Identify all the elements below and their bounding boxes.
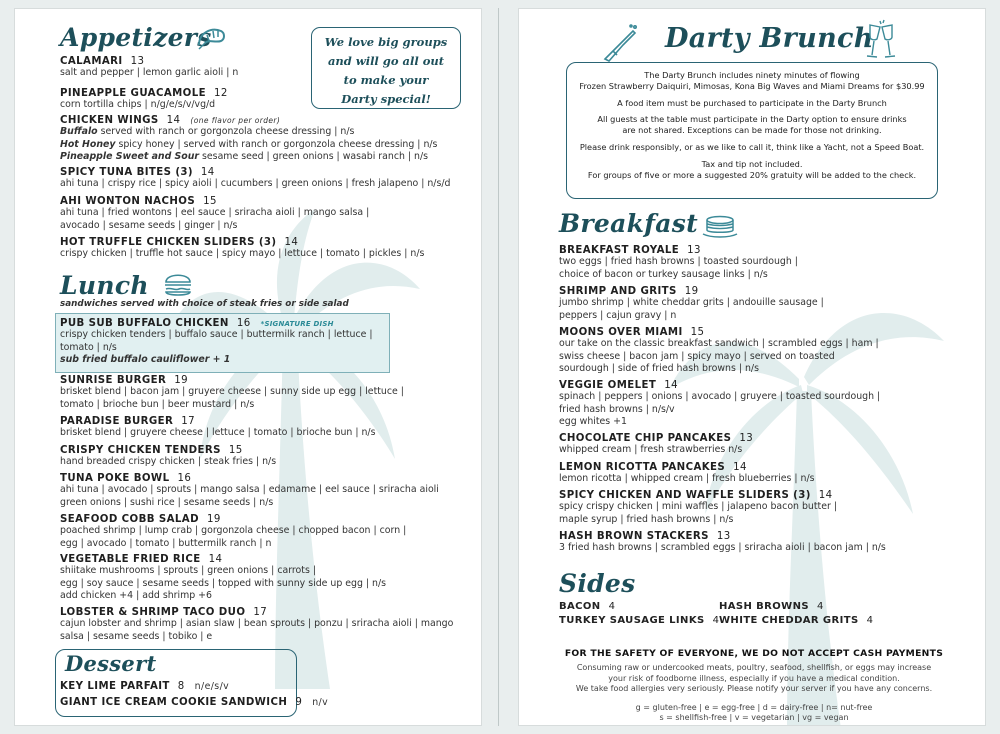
lunch-subtitle-row <box>60 298 480 311</box>
menu-item <box>60 445 480 469</box>
item-price: 8 <box>177 681 185 692</box>
item-description: choice of bacon or turkey sausage links | n/s <box>559 268 768 280</box>
item-description: ahi tuna | crispy rice | spicy aioli | cucumbers | green onions | fresh jalapeno | n/s/d <box>60 178 451 189</box>
item-name: CHOCOLATE CHIP PANCAKES <box>559 433 732 444</box>
item-description: swiss cheese | bacon jam | spicy mayo | served on toasted <box>559 350 835 362</box>
item-description: crispy chicken | truffle hot sauce | spicy mayo | lettuce | tomato | pickles | n/s <box>60 248 425 259</box>
item-addon: egg whites +1 <box>559 416 627 427</box>
side-item <box>719 615 873 626</box>
item-description: salsa | sesame seeds | tobiko | e <box>60 630 213 642</box>
info-line: All guests at the table must participate in the Darty option to ensure drinks <box>597 114 907 125</box>
info-paragraph <box>567 114 937 136</box>
side-item <box>559 615 719 626</box>
item-name: VEGGIE OMELET <box>559 380 657 391</box>
info-paragraph <box>567 142 937 153</box>
cash-notice: FOR THE SAFETY OF EVERYONE, WE DO NOT ACCEPT CASH PAYMENTS <box>564 648 944 659</box>
item-price: 15 <box>690 327 705 338</box>
item-name: GIANT ICE CREAM COOKIE SANDWICH <box>60 697 288 708</box>
item-description: our take on the classic breakfast sandwich | scrambled eggs | ham | <box>559 338 879 349</box>
flavor-description: served with ranch or gorgonzola cheese dressing | n/s <box>97 126 355 137</box>
item-name: SHRIMP AND GRITS <box>559 286 677 297</box>
shrimp-icon <box>195 25 227 53</box>
menu-item <box>60 115 480 164</box>
menu-item <box>60 56 480 80</box>
item-description: egg | avocado | tomato | buttermilk ranch | n <box>60 537 272 549</box>
item-price: 19 <box>206 514 221 525</box>
item-description: cajun lobster and shrimp | asian slaw | bean sprouts | ponzu | sriracha aioli | mango <box>60 618 454 629</box>
item-price: 14 <box>166 115 181 126</box>
item-price: 13 <box>739 433 754 444</box>
breakfast-heading: Breakfast <box>559 209 699 238</box>
item-description: hand breaded crispy chicken | steak fries | n/s <box>60 456 277 467</box>
champagne-glasses-icon <box>864 19 898 63</box>
item-description: jumbo shrimp | white cheddar grits | andouille sausage | <box>559 297 824 308</box>
item-name: HASH BROWNS <box>719 601 809 612</box>
champagne-bottle-icon <box>599 23 639 63</box>
callout-line: We love big groups <box>324 35 448 49</box>
item-name: HOT TRUFFLE CHICKEN SLIDERS (3) <box>60 237 277 248</box>
item-name: CRISPY CHICKEN TENDERS <box>60 445 221 456</box>
menu-item <box>60 237 480 261</box>
item-price: 4 <box>817 601 824 612</box>
item-name: LOBSTER & SHRIMP TACO DUO <box>60 607 246 618</box>
item-name: SUNRISE BURGER <box>60 375 167 386</box>
item-name: CALAMARI <box>60 56 123 67</box>
menu-item <box>60 554 480 603</box>
item-description: egg | soy sauce | sesame seeds | topped with sunny side up egg | n/s <box>60 577 387 589</box>
item-name: KEY LIME PARFAIT <box>60 681 170 692</box>
item-price: 4 <box>866 615 874 626</box>
menu-footer <box>549 649 959 723</box>
item-name: SPICY TUNA BITES (3) <box>60 167 193 178</box>
info-line: For groups of five or more a suggested 20% gratuity will be added to the check. <box>587 169 917 180</box>
callout-line: to make your <box>343 73 429 87</box>
item-description: avocado | sesame seeds | ginger | n/s <box>60 219 238 231</box>
info-line: Frozen Strawberry Daiquiri, Mimosas, Kona Big Waves and Miami Dreams for $30.99 <box>579 80 925 91</box>
menu-item <box>60 697 480 710</box>
item-addon: add chicken +4 | add shrimp +6 <box>60 590 212 601</box>
item-price: 13 <box>687 245 701 256</box>
side-item <box>559 601 615 612</box>
signature-tag: *SIGNATURE DISH <box>260 320 334 328</box>
item-description: maple syrup | fried hash browns | n/s <box>559 513 734 525</box>
menu-item <box>60 514 480 550</box>
item-name: LEMON RICOTTA PANCAKES <box>559 462 726 473</box>
item-name: TUNA POKE BOWL <box>60 473 170 484</box>
item-addon: sub fried buffalo cauliflower + 1 <box>60 354 231 365</box>
appetizers-heading: Appetizers <box>60 23 212 52</box>
item-name: SEAFOOD COBB SALAD <box>60 514 199 525</box>
item-price: 13 <box>130 56 145 67</box>
item-price: 13 <box>716 531 731 542</box>
item-price: 12 <box>213 88 228 99</box>
side-item <box>719 601 824 612</box>
menu-item <box>60 681 480 694</box>
item-description: 3 fried hash browns | scrambled eggs | sriracha aioli | bacon jam | n/s <box>559 542 886 553</box>
item-description: poached shrimp | lump crab | gorgonzola cheese | chopped bacon | corn | <box>60 525 407 536</box>
item-description: peppers | cajun gravy | n <box>559 309 677 321</box>
item-price: 4 <box>608 601 616 612</box>
dessert-heading: Dessert <box>65 651 157 676</box>
brunch-info-box <box>566 62 938 199</box>
info-line: are not shared. Exceptions can be made for those not drinking. <box>622 125 882 136</box>
flavor-name: Hot Honey <box>60 138 116 150</box>
info-paragraph <box>567 70 937 92</box>
menu-item <box>60 167 480 191</box>
item-name: HASH BROWN STACKERS <box>559 531 709 542</box>
item-description: crispy chicken tenders | buffalo sauce | buttermilk ranch | lettuce | <box>60 329 373 340</box>
item-price: 15 <box>203 196 217 207</box>
item-description: two eggs | fried hash browns | toasted sourdough | <box>559 256 798 267</box>
advisory-line: Consuming raw or undercooked meats, poultry, seafood, shellfish, or eggs may increase <box>576 663 932 673</box>
menu-item <box>60 416 480 440</box>
item-name: VEGETABLE FRIED RICE <box>60 554 201 565</box>
menu-item <box>559 433 979 457</box>
item-description: green onions | sushi rice | sesame seeds | n/s <box>60 496 274 508</box>
menu-item <box>559 462 979 486</box>
item-name: PARADISE BURGER <box>60 416 174 427</box>
advisory-line: your risk of foodborne illness, especially if you have a medical condition. <box>608 673 900 683</box>
legend-line: s = shellfish-free | v = vegetarian | vg = vegan <box>659 713 849 723</box>
menu-item <box>60 607 480 643</box>
item-name: MOONS OVER MIAMI <box>559 327 683 338</box>
menu-item-signature <box>60 318 480 367</box>
item-price: 14 <box>733 462 747 473</box>
item-price: 19 <box>174 375 189 386</box>
advisory-line: We take food allergies very seriously. Please notify your server if you have any concerns. <box>575 684 933 694</box>
item-description: ahi tuna | fried wontons | eel sauce | sriracha aioli | mango salsa | <box>60 207 370 218</box>
lunch-heading: Lunch <box>60 271 149 300</box>
item-name: SPICY CHICKEN AND WAFFLE SLIDERS (3) <box>559 490 811 501</box>
item-note: (one flavor per order) <box>190 116 281 125</box>
menu-item <box>559 531 979 555</box>
item-description: brisket blend | gruyere cheese | lettuce | tomato | brioche bun | n/s <box>60 427 376 438</box>
info-line: Tax and tip not included. <box>701 158 803 169</box>
info-paragraph <box>567 98 937 109</box>
item-price: 9 <box>295 697 303 708</box>
item-price: 19 <box>684 286 699 297</box>
item-price: 16 <box>236 318 251 329</box>
flavor-description: sesame seed | green onions | wasabi ranch | n/s <box>199 151 429 162</box>
item-name: BACON <box>559 601 601 612</box>
item-description: spinach | peppers | onions | avocado | gruyere | toasted sourdough | <box>559 391 881 402</box>
item-description: salt and pepper | lemon garlic aioli | n <box>60 67 239 78</box>
diet-legend <box>549 703 959 724</box>
info-line: A food item must be purchased to participate in the Darty Brunch <box>617 97 887 108</box>
item-description: ahi tuna | avocado | sprouts | mango salsa | edamame | eel sauce | sriracha aioli <box>60 484 439 495</box>
item-description: tomato | brioche bun | beer mustard | n/s <box>60 398 255 410</box>
menu-item <box>559 245 979 281</box>
flavor-name: Pineapple Sweet and Sour <box>60 151 200 162</box>
item-price: 16 <box>177 473 192 484</box>
info-paragraph <box>567 159 937 181</box>
item-description: spicy crispy chicken | mini waffles | jalapeno bacon butter | <box>559 501 837 512</box>
menu-item <box>60 473 480 509</box>
menu-item <box>60 88 480 112</box>
item-description: fried hash browns | n/s/v <box>559 403 675 415</box>
darty-brunch-heading: Darty Brunch <box>665 23 874 54</box>
menu-page-left <box>14 8 482 726</box>
item-name: PUB SUB BUFFALO CHICKEN <box>60 318 229 329</box>
callout-line: and will go all out <box>327 54 445 68</box>
legend-line: g = gluten-free | e = egg-free | d = dairy-free | n= nut-free <box>635 702 873 712</box>
item-price: 4 <box>712 615 720 626</box>
item-price: 14 <box>284 237 299 248</box>
item-price: 14 <box>208 554 223 565</box>
item-name: CHICKEN WINGS <box>60 115 159 126</box>
item-description: tomato | n/s <box>60 341 117 353</box>
item-name: TURKEY SAUSAGE LINKS <box>559 615 705 626</box>
item-diet-codes: n/e/s/v <box>194 681 230 692</box>
menu-page-right <box>518 8 986 726</box>
burger-icon <box>163 271 193 297</box>
item-description: whipped cream | fresh strawberries n/s <box>559 444 743 455</box>
item-price: 14 <box>664 380 678 391</box>
menu-item <box>559 286 979 322</box>
menu-item <box>60 196 480 232</box>
item-description: corn tortilla chips | n/g/e/s/v/vg/d <box>60 99 216 110</box>
menu-item <box>559 380 979 429</box>
item-price: 17 <box>181 416 196 427</box>
item-name: PINEAPPLE GUACAMOLE <box>60 88 206 99</box>
menu-item <box>60 375 480 411</box>
callout-line: Darty special! <box>341 92 431 106</box>
info-line: Please drink responsibly, or as we like to call it, think like a Yacht, not a Speed Boat. <box>579 141 925 152</box>
flavor-description: spicy honey | served with ranch or gorgonzola cheese dressing | n/s <box>115 138 438 150</box>
sides-heading: Sides <box>559 569 636 598</box>
item-description: shiitake mushrooms | sprouts | green onions | carrots | <box>60 565 316 576</box>
item-price: 17 <box>253 607 268 618</box>
item-diet-codes: n/v <box>312 697 329 708</box>
item-name: BREAKFAST ROYALE <box>559 245 680 256</box>
page-fold <box>498 8 499 726</box>
item-price: 14 <box>818 490 833 501</box>
item-name: WHITE CHEDDAR GRITS <box>719 615 859 626</box>
item-description: lemon ricotta | whipped cream | fresh blueberries | n/s <box>559 473 815 484</box>
flavor-name: Buffalo <box>60 126 98 137</box>
menu-item <box>559 490 979 526</box>
menu-item <box>559 327 979 376</box>
lunch-subtitle: sandwiches served with choice of steak fries or side salad <box>60 299 349 309</box>
item-price: 14 <box>200 167 215 178</box>
item-description: brisket blend | bacon jam | gruyere cheese | sunny side up egg | lettuce | <box>60 386 404 397</box>
item-price: 15 <box>228 445 243 456</box>
pancakes-icon <box>701 213 739 239</box>
item-description: sourdough | side of fried hash browns | n/s <box>559 363 759 374</box>
item-name: AHI WONTON NACHOS <box>60 196 196 207</box>
info-line: The Darty Brunch includes ninety minutes of flowing <box>644 70 860 80</box>
